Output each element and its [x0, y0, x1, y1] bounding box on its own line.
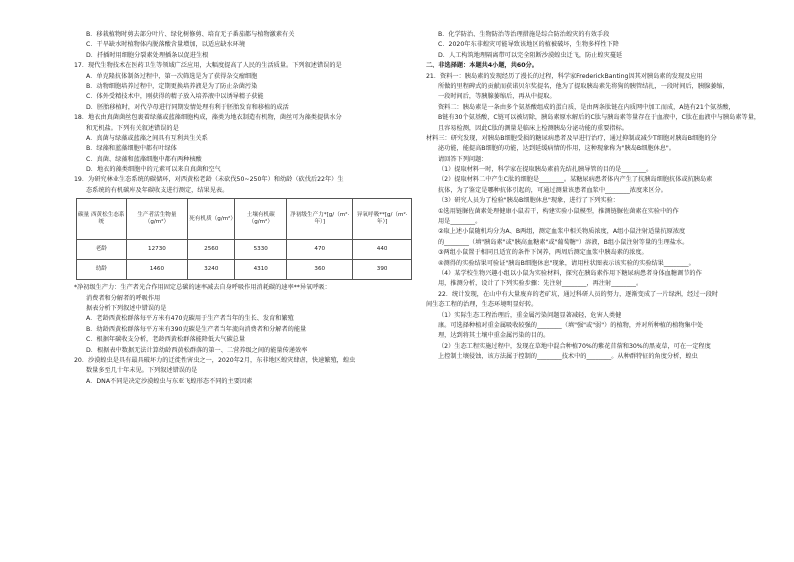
text-line: （2）生态工程实施过程中，发现在草地中混合种植70%的紫花苜蓿和30%的黑麦草，可在一定程度 — [438, 342, 711, 350]
text-line: 理，达到将其土壤中重金属污染的目的。 — [438, 332, 550, 340]
table-cell: 4310 — [235, 260, 287, 280]
table-cell: 2560 — [188, 240, 235, 260]
right-column — [426, 30, 776, 363]
text-line: A．老龄西黄松群落每平方米有470克碳用于生产者当年的生长、发育和繁殖 — [86, 315, 294, 323]
text-line: B．绿藻和蓝藻细胞中都有叶绿体 — [86, 145, 177, 153]
text-line: 一段时间后，等胰腺萎缩后，再从中提取。 — [438, 93, 556, 101]
text-line: 19．为研究林业生态系统的碳储环，对西黄松老龄（未砍伐50~250年）和幼龄（砍伐后22年）生 — [74, 176, 344, 184]
text-line: D．根据表中数据无法计算幼龄西黄松群落的第一、二营养级之间的能量传递效率 — [86, 346, 308, 354]
table-cell: 390 — [353, 260, 412, 280]
table-cell: 470 — [287, 240, 353, 260]
text-line: A．单克隆抗体制备过程中，第一次筛选是为了获得杂交瘤细胞 — [86, 72, 258, 80]
text-line: （1）提取材料一时，科学家在提取胰岛素前先结扎胰导管的目的是________。 — [438, 166, 653, 174]
text-line: 态系统的有机碳库及年碳收支进行测定，结果见表。 — [86, 186, 229, 194]
text-line: C．根据年碳收支分析，老龄西黄松群落能降低大气碳总量 — [86, 336, 246, 344]
table-cell: 440 — [353, 240, 412, 260]
text-line: A．真菌与绿藻或蓝藻之间具有互利共生关系 — [86, 134, 208, 142]
text-line: C．2020年东非蝗灾可能导致该地区的植被破坏，生物多样性下降 — [438, 41, 619, 49]
text-line: 21．资料一：胰岛素的发现经历了漫长的过程，科学家FrederickBanting因其对胰岛素的发现及应用 — [426, 72, 703, 80]
text-line: 20．沙漠蝗虫是具有最具破坏力的迁徙性害虫之一，2020年2月，东非地区蝗灾肆虐，快速繁殖，蝗虫 — [74, 356, 356, 364]
table-cell: 5330 — [235, 240, 287, 260]
table-row — [77, 260, 412, 280]
text-line: ②取上述小鼠随机均分为A、B两组，测定血浆中相关物质浓度，A组小鼠注射适量抗原浓度 — [438, 228, 686, 236]
table-header-cell: 异氧呼吸**[g/（m²·年）] — [353, 199, 412, 240]
table-cell: 1460 — [126, 260, 188, 280]
text-line: 资料二：胰岛素是一条由多个氨基酸组成的蛋白质，是由两条肽链在内质网中加工而成，A链有21个氨基酸， — [438, 103, 735, 111]
text-line: C．真菌、绿藻和蓝藻细胞中都有两种核酸 — [86, 155, 202, 163]
table-header-cell: 生产者活生物量（g/m²） — [126, 199, 188, 240]
text-line: C．体外受精技术中，刚获得的精子放入培养液中以诱导精子获能 — [86, 93, 264, 101]
text-line: ③两组小鼠置于相同且适宜的条件下饲养，两周后测定血浆中胰岛素的浓度。 — [438, 249, 648, 257]
table-header-cell: 净初级生产力*[g/（m²·年）] — [287, 199, 353, 240]
text-line: 上控制土壤侵蚀，该方法属于控制的________技术中的________。从种群特征的角度分析，蝗虫 — [438, 353, 698, 361]
text-line: C．干旱缺水时植物体内脱落酸含量增加，以适应缺水环境 — [86, 41, 246, 49]
text-line: （4）某学校生物兴趣小组以小鼠为实验材料，探究在胰岛素作用下糖尿病患者身体血糖调节的作 — [438, 269, 702, 277]
table-cell: 幼龄 — [77, 260, 127, 280]
left-text-block-a — [74, 30, 424, 196]
text-line: B．动物细胞培养过程中，定期更换培养液是为了防止杂菌污染 — [86, 82, 258, 90]
table-cell: 老龄 — [77, 240, 127, 260]
text-line: 康。可选择种植对重金属吸收较强的________（填"强"或"弱"）的植物，并对所种植的植物集中处 — [438, 321, 704, 329]
text-line: ④测得的实验结果可验证"胰岛B细胞休息"现象，请用柱状图表示该实验的实验结果________。 — [438, 259, 695, 267]
left-text-block-b — [74, 283, 424, 387]
text-line: 22．统计发现，在山中有大量废弃的老矿坑，通过科研人员的努力，逐渐变成了一片绿洲，经过一段时 — [438, 290, 719, 298]
text-line: 消费者和分解者的呼吸作用 — [86, 294, 161, 302]
table-row — [77, 240, 412, 260]
text-line: 的________（填"胰岛素"或"胰高血糖素"或"葡萄糖"）溶液，B组小鼠注射等量的生理盐水。 — [438, 238, 689, 246]
text-line: B．化学防治、生物防治等治理措施是综合防治蝗灾的有效手段 — [438, 31, 610, 38]
table-cell: 12730 — [126, 240, 188, 260]
text-line: 17．现代生物技术在医药卫生等领域广泛应用，大幅度提高了人民的生活质量。下列叙述错误的是 — [74, 62, 342, 70]
table-header-cell: 土壤有机碳（g/m²） — [235, 199, 287, 240]
text-line: 抗体，为了鉴定是哪种抗体引起的，可通过测量该患者血浆中________浓度来区分。 — [438, 186, 667, 194]
text-line: 间生态工程的治理，生态环境明显好转。 — [426, 301, 538, 309]
text-line: 用，推测分析，设计了下列实验步骤：先注射________，再注射________。 — [438, 280, 643, 288]
text-line: 泌功能，能提高B细胞的功能，达到延缓病情的作用，这种现象称为"胰岛B细胞休息"。 — [438, 145, 675, 153]
text-line: （2）提取材料二中产生C肽的细胞是________。某糖尿病患者体内产生了抗胰岛细胞抗体或抗胰岛素 — [438, 176, 713, 184]
table-header-cell: 死有机质（g/m²） — [188, 199, 235, 240]
left-column — [74, 30, 424, 387]
text-line: 据表分析下列叙述中错误的是 — [86, 305, 167, 313]
text-line: B．幼龄西黄松群落每平方米有390克碳是生产者当年流向消费者和分解者的能量 — [86, 325, 307, 333]
text-line: 数量多至几十年未见。下列叙述错误的是 — [86, 367, 198, 375]
right-text-block — [426, 30, 776, 363]
table-cell: 360 — [287, 260, 353, 280]
text-line: 用是________。 — [438, 218, 482, 226]
text-line: *净初级生产力：生产者光合作用固定总碳的速率减去自身呼吸作用消耗碳的速率**异氧呼吸： — [74, 284, 331, 292]
carbon-data-table — [76, 198, 412, 280]
text-line: 18．地衣由真菌菌丝包裹着绿藻或蓝藻细胞构成，藻类为地衣制造有机物，菌丝可为藻类提供水分 — [74, 114, 342, 122]
text-line: （3）研究人员为了检验"胰岛B细胞休息"现象，进行了下列实验： — [438, 197, 619, 205]
text-line: A．DNA不同是决定沙漠蝗虫与东亚飞蝗形态不同的主要因素 — [86, 377, 253, 385]
text-line: 材料三：研究发现，对胰岛B细胞受损的糖尿病患者及早进行治疗，通过抑制或减少T细胞对胰岛B细胞的分 — [426, 134, 717, 142]
table-header-row — [77, 199, 412, 240]
text-line: B．移栽植物时剪去部分叶片、绿化树修剪、培育无子番茄都与植物激素有关 — [86, 31, 295, 38]
text-line: D．人工构筑地理隔离带可以完全阻断沙漠蝗虫迁飞，防止蝗灾蔓延 — [438, 51, 623, 59]
text-line: B链有30个氨基酸，C链可以被切除，胰岛素原水解后的C肽与胰岛素等量存在于血液中，C肽在血液中与胰岛素等量， — [438, 114, 761, 122]
text-line: ①选用链脲佐菌素处理健康小鼠若干，构建实验小鼠模型，推测链脲佐菌素在实验中的作 — [438, 207, 679, 215]
text-line: 请回答下列问题： — [438, 155, 488, 163]
text-line: 和无机盐。下列有关叙述错误的是 — [86, 124, 179, 132]
text-line: D．胚胎移植时，对代孕母进行同期发情处理有利于胚胎发育和移植的成活 — [86, 103, 289, 111]
table-header-cell: 碳量 西黄松生态系统 — [77, 199, 127, 240]
text-line: 且容易检测，因此C肽的测量是临床上检测胰岛分泌功能的重要指标。 — [438, 124, 628, 132]
text-line: （1）实际生态工程治理后，重金属污染问题显著减轻，危害人类健 — [438, 311, 622, 319]
table-cell: 3240 — [188, 260, 235, 280]
text-line: D．扦插时用细胞分裂素处理插条以促进生根 — [86, 51, 209, 59]
text-line: 二、非选择题：本题共4小题，共60分。 — [426, 62, 538, 70]
text-line: 所做的里程碑式的贡献而获诺贝尔奖提名，他为了提取胰岛素先将狗的胰管结扎，一段时间后，胰腺萎缩， — [438, 82, 729, 90]
text-line: D．地衣的藻类细胞中的元素可以来自真菌和空气 — [86, 166, 221, 174]
